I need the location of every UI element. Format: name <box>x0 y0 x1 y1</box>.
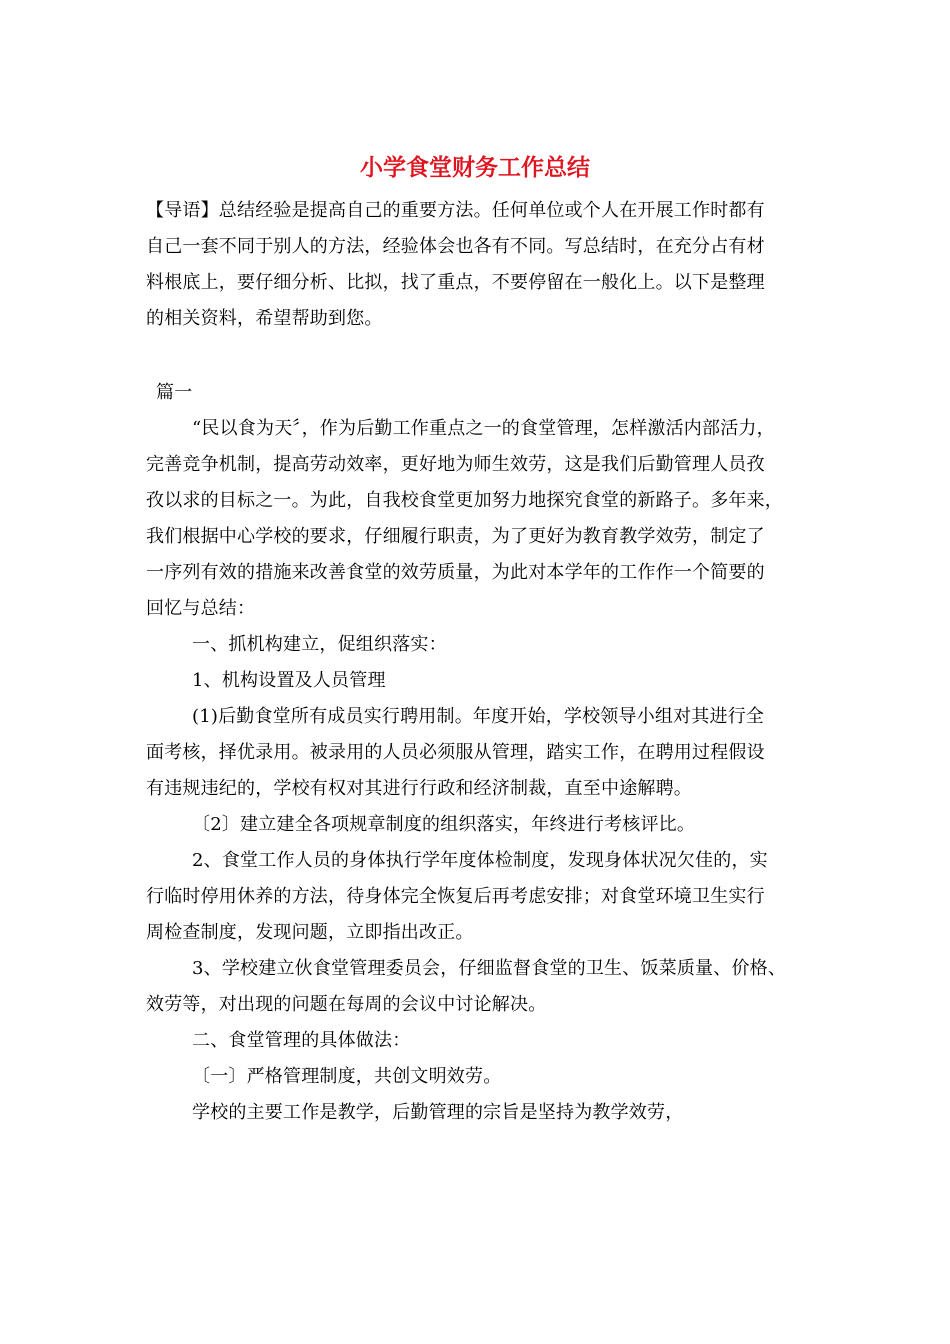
body-paragraphs <box>146 411 826 1131</box>
body-line: 一、抓机构建立，促组织落实： <box>192 634 447 655</box>
body-line: 完善竞争机制，提高劳动效率，更好地为师生效劳，这是我们后勤管理人员孜 <box>146 454 765 475</box>
body-line: 一序列有效的措施来改善食堂的效劳质量，为此对本学年的工作作一个简要的 <box>146 562 765 583</box>
intro-line: 的相关资料，希望帮助到您。 <box>146 308 383 329</box>
body-line: 二、食堂管理的具体做法： <box>192 1030 411 1051</box>
body-line: 2、食堂工作人员的身体执行学年度体检制度，发现身体状况欠佳的，实 <box>192 850 768 871</box>
body-line: 〔2〕建立建全各项规章制度的组织落实，年终进行考核评比。 <box>192 814 696 835</box>
document-body <box>146 193 826 1131</box>
intro-line: 料根底上，要仔细分析、比拟，找了重点，不要停留在一般化上。以下是整理 <box>146 272 765 293</box>
document-title: 小学食堂财务工作总结 <box>360 154 590 181</box>
body-line: 3、学校建立伙食堂管理委员会，仔细监督食堂的卫生、饭菜质量、价格、 <box>192 958 787 979</box>
body-line: (1)后勤食堂所有成员实行聘用制。年度开始，学校领导小组对其进行全 <box>192 706 765 727</box>
intro-line: 【导语】总结经验是提高自己的重要方法。任何单位或个人在开展工作时都有 <box>146 200 765 221</box>
body-line: 我们根据中心学校的要求，仔细履行职责，为了更好为教育教学效劳，制定了 <box>146 526 765 547</box>
body-line: 周检查制度，发现问题，立即指出改正。 <box>146 922 474 943</box>
body-line: 学校的主要工作是教学，后勤管理的宗旨是坚持为教学效劳， <box>192 1102 684 1123</box>
intro-line: 自己一套不同于别人的方法，经验体会也各有不同。写总结时，在充分占有材 <box>146 236 765 257</box>
body-line: 面考核，择优录用。被录用的人员必须服从管理，踏实工作，在聘用过程假设 <box>146 742 765 763</box>
paragraph-gap <box>146 337 826 375</box>
body-line: 〔一〕严格管理制度，共创文明效劳。 <box>192 1066 502 1087</box>
body-line: 1、机构设置及人员管理 <box>192 670 386 691</box>
body-line: 效劳等，对出现的问题在每周的会议中讨论解决。 <box>146 994 547 1015</box>
body-line: 孜以求的目标之一。为此，自我校食堂更加努力地探究食堂的新路子。多年来， <box>146 490 783 511</box>
body-line: “民以食为天〞，作为后勤工作重点之一的食堂管理，怎样激活内部活力， <box>192 418 775 439</box>
section-label: 篇一 <box>156 382 193 403</box>
body-line: 有违规违纪的，学校有权对其进行行政和经济制裁，直至中途解聘。 <box>146 778 692 799</box>
body-line: 行临时停用休养的方法，待身体完全恢复后再考虑安排；对食堂环境卫生实行 <box>146 886 765 907</box>
body-line: 回忆与总结： <box>146 598 256 619</box>
